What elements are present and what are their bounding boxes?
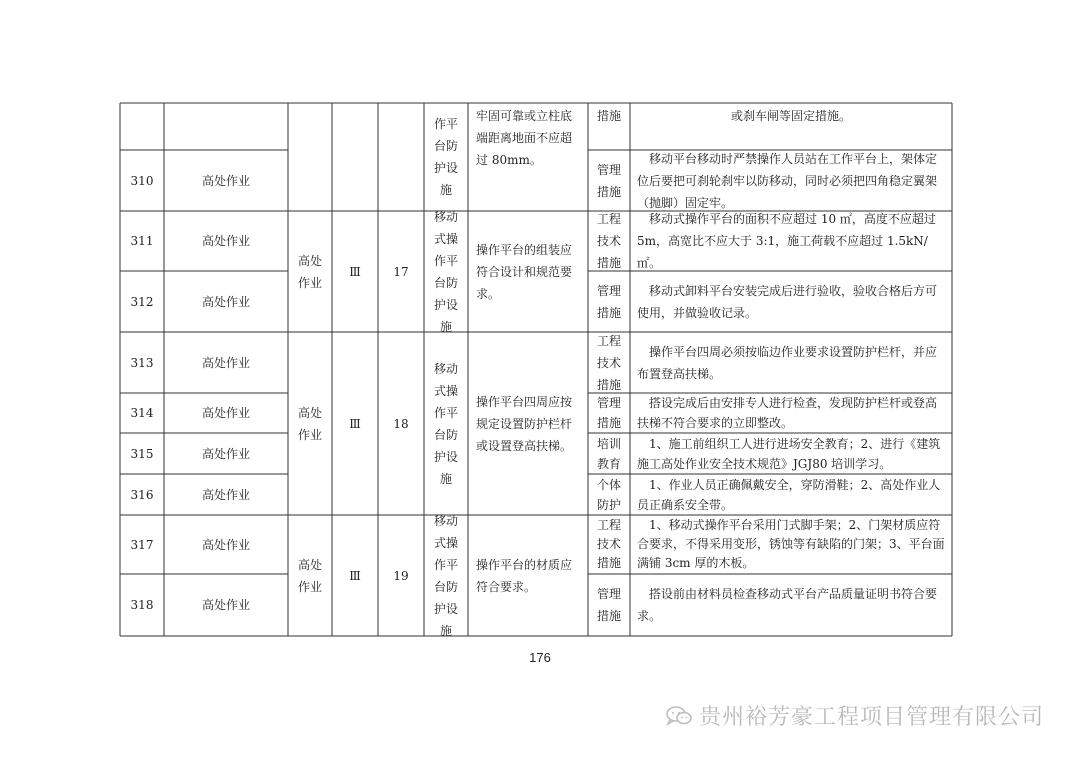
work-item: 高处作业: [201, 406, 250, 420]
hazard-cell: 移动式操作平台防护设施: [433, 209, 458, 334]
measure-type: 工程技术措施: [596, 333, 621, 392]
row-number: [120, 103, 164, 150]
wechat-icon: [665, 705, 693, 727]
requirement-cell: 操作平台的组装应符合设计和规范要求。: [476, 242, 573, 301]
hazard-cell: 移动式操作平台防护设施: [433, 361, 458, 486]
measure-type: 管理措施: [596, 162, 621, 199]
work-item: 高处作业: [201, 234, 250, 248]
measure-content: 移动式操作平台的面积不应超过 10 ㎡，高度不应超过 5m，高宽比不应大于 3:1，施工荷载不应超过 1.5kN/㎡。: [637, 212, 936, 270]
measure-content: 1、移动式操作平台采用门式脚手架；2、门架材质应符合要求，不得采用变形，锈蚀等有缺陷的门架；3、平台面满铺 3cm 厚的木板。: [637, 518, 945, 570]
measure-type: 管理措施: [596, 587, 621, 623]
measure-content: 移动式卸料平台安装完成后进行验收，验收合格后方可使用，并做验收记录。: [637, 283, 938, 320]
measure-content: 1、施工前组织工人进行进场安全教育；2、进行《建筑施工高处作业安全技术规范》JGJ80 培训学习。: [637, 436, 941, 471]
work-item: 高处作业: [201, 598, 250, 612]
work-item: [164, 103, 288, 150]
seq-cell: 19: [393, 568, 409, 583]
work-item: 高处作业: [201, 355, 250, 370]
measure-content: 移动平台移动时严禁操作人员站在工作平台上，架体定位后要把可刹轮刹牢以防移动，同时必须把四角稳定翼架（抛脚）固定牢。: [637, 151, 938, 210]
category-cell: 高处作业: [297, 405, 322, 442]
requirement-cell: 操作平台四周应按规定设置防护栏杆或设置登高扶梯。: [476, 394, 573, 453]
row-number: 313: [130, 355, 154, 370]
work-item: 高处作业: [201, 446, 250, 461]
measure-type: 培训教育: [596, 436, 621, 471]
measure-type: 个体防护: [596, 477, 621, 512]
seq-cell: 17: [393, 264, 409, 279]
row-number: 311: [130, 234, 154, 248]
measure-content: 或刹车闸等固定措施。: [730, 109, 851, 123]
work-item: 高处作业: [201, 294, 250, 309]
row-number: 318: [130, 598, 154, 612]
hazard-cell: [424, 103, 468, 211]
watermark-text: 贵州裕芳豪工程项目管理有限公司: [698, 705, 1044, 730]
work-item: 高处作业: [201, 537, 250, 552]
category-cell: 高处作业: [297, 253, 322, 290]
level-cell: Ⅲ: [349, 416, 361, 431]
measure-content: 搭设前由材料员检查移动式平台产品质量证明书符合要求。: [637, 587, 938, 623]
measure-content: 搭设完成后由安排专人进行检查，发现防护栏杆或登高扶梯不符合要求的立即整改。: [637, 396, 938, 430]
measure-type: 工程技术措施: [596, 212, 621, 270]
measure-type: 管理措施: [596, 283, 621, 320]
measure-type: 管理措施: [596, 396, 621, 430]
row-number: 312: [130, 294, 154, 309]
requirement-cell: [468, 103, 588, 211]
row-number: 315: [130, 446, 154, 461]
requirement-cell: 操作平台的材质应符合要求。: [476, 557, 573, 594]
measure-type: 措施: [596, 109, 621, 123]
row-number: 317: [130, 537, 154, 552]
hazard-cell: 移动式操作平台防护设施: [433, 513, 458, 638]
measure-type: 工程技术措施: [596, 518, 621, 570]
measure-content: 1、作业人员正确佩戴安全，穿防滑鞋；2、高处作业人员正确系安全带。: [637, 477, 941, 512]
hazard-text: 作平台防护设施: [433, 117, 458, 197]
level-cell: Ⅲ: [349, 568, 361, 583]
page-number: 176: [529, 650, 551, 665]
work-item: 高处作业: [201, 173, 250, 188]
requirement-text: 牢固可靠或立柱底端距离地面不应超过 80mm。: [476, 109, 573, 167]
level-cell: Ⅲ: [349, 264, 361, 279]
category-cell: 高处作业: [297, 557, 322, 594]
row-number: 310: [130, 173, 154, 188]
row-number: 316: [130, 487, 154, 502]
watermark: [665, 700, 1044, 731]
work-item: 高处作业: [201, 487, 250, 502]
seq-cell: 18: [393, 416, 409, 431]
measure-content: 操作平台四周必须按临边作业要求设置防护栏杆，并应布置登高扶梯。: [637, 344, 938, 381]
row-number: 314: [130, 406, 154, 420]
